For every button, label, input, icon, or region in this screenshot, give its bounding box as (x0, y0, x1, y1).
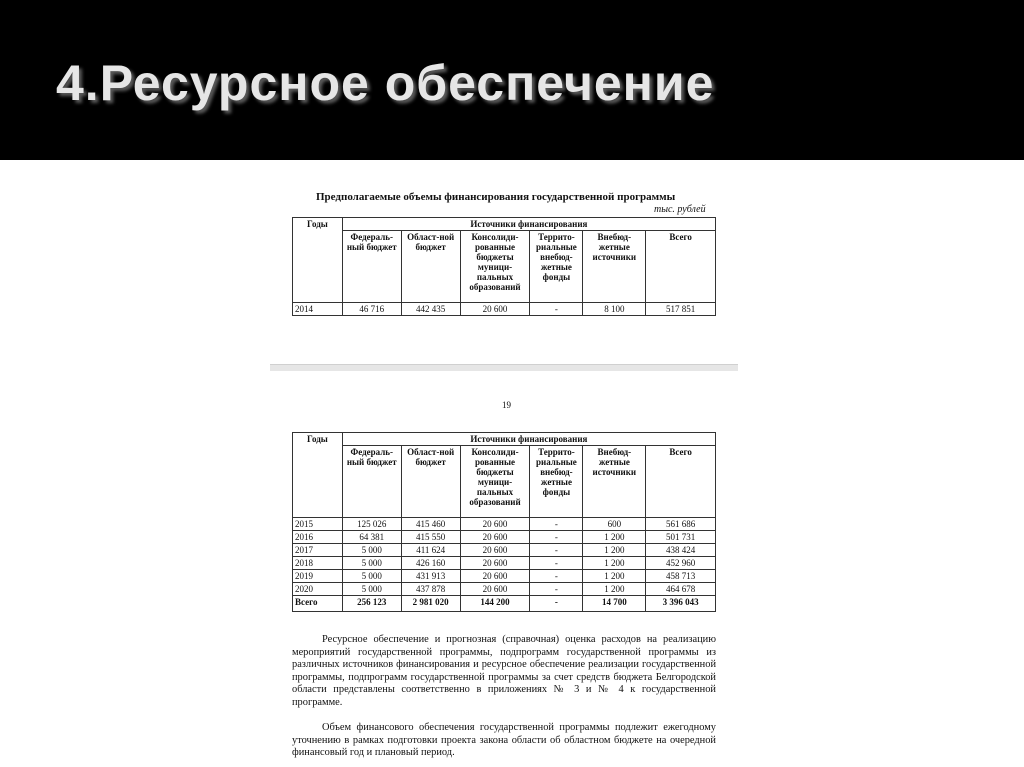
col-years: Годы (293, 218, 343, 303)
paragraph-funding-volume: Объем финансового обеспечения государственной программы подлежит ежегодному уточнению в рамках подготовки проекта закона области об областном бюджете на очередной финансовый год и плановый период. (292, 722, 716, 759)
col-regional: Област-ной бюджет (401, 231, 460, 303)
paragraph-resource-provision: Ресурсное обеспечение и прогнозная (справочная) оценка расходов на реализацию мероприятий государственной программы, подпрограмм государственной программы из различных источников финансирования и ресурсное обеспечение реализации государственной программы, подпрограмм государственной программы за счет средств бюджета Белгородской области представлены соответственно в приложениях № 3 и № 4 к государственной программе. (292, 634, 716, 708)
col-regional: Област-ной бюджет (401, 446, 460, 518)
table-caption: Предполагаемые объемы финансирования государственной программы (316, 191, 676, 203)
col-offbudget: Внебюд-жетные источники (583, 446, 646, 518)
table-row: 2017 5 000 411 624 20 600 - 1 200 438 424 (293, 544, 716, 557)
units-label: тыс. рублей (654, 204, 706, 215)
col-total: Всего (646, 446, 716, 518)
col-territorial: Террито-риальные внебюд-жетные фонды (530, 231, 583, 303)
col-territorial: Террито-риальные внебюд-жетные фонды (530, 446, 583, 518)
col-federal: Федераль-ный бюджет (342, 446, 401, 518)
table-row: 2016 64 381 415 550 20 600 - 1 200 501 731 (293, 531, 716, 544)
col-municipal: Консолиди-рованные бюджеты муници-пальных образований (460, 231, 530, 303)
table-row: 2018 5 000 426 160 20 600 - 1 200 452 960 (293, 557, 716, 570)
col-total: Всего (646, 231, 716, 303)
funding-table-2015-2020 (292, 432, 716, 612)
table-row: 2015 125 026 415 460 20 600 - 600 561 686 (293, 518, 716, 531)
funding-table-2014 (292, 217, 716, 316)
table-total-row: Всего 256 123 2 981 020 144 200 - 14 700 3 396 043 (293, 596, 716, 612)
table-row: 2014 46 716 442 435 20 600 - 8 100 517 851 (293, 303, 716, 316)
col-sources: Источники финансирования (342, 218, 715, 231)
page-break (270, 364, 738, 371)
col-years: Годы (293, 433, 343, 518)
col-municipal: Консолиди-рованные бюджеты муници-пальных образований (460, 446, 530, 518)
col-federal: Федераль-ный бюджет (342, 231, 401, 303)
title-bar (0, 0, 1024, 160)
slide-title: 4.Ресурсное обеспечение (56, 55, 715, 111)
col-sources: Источники финансирования (342, 433, 715, 446)
table-row: 2019 5 000 431 913 20 600 - 1 200 458 713 (293, 570, 716, 583)
table-row: 2020 5 000 437 878 20 600 - 1 200 464 678 (293, 583, 716, 596)
page-number: 19 (502, 400, 511, 410)
scanned-document (270, 166, 738, 767)
col-offbudget: Внебюд-жетные источники (583, 231, 646, 303)
